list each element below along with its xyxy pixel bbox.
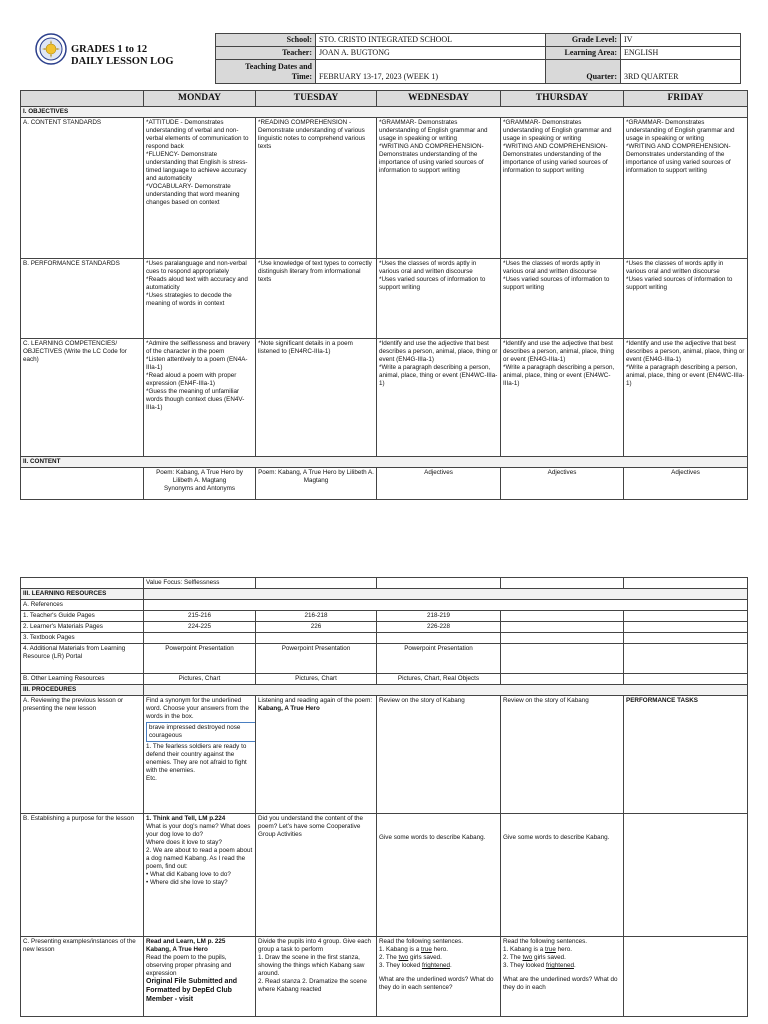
textbook-pages-fri [624, 632, 748, 643]
cell-line: *Uses the classes of words aptly in various oral and written discourse [626, 259, 724, 275]
day-header-thursday: THURSDAY [501, 91, 624, 107]
textbook-pages-thu [501, 632, 624, 643]
cell-line: *Read aloud a poem with proper expression (EN4F-IIIa-1) [146, 371, 237, 387]
lm-pages-mon: 224-225 [144, 621, 256, 632]
competencies-mon [144, 338, 256, 456]
additional-materials-thu [501, 643, 624, 673]
proc-b-mon: 1. Think and Tell, LM p.224 What is your dog's name? What does your dog love to do? Where does it love to stay? 2. We are about to read a poem about a dog named Kabang. As I read the poem, find out: • What did Kabang love to do? • Where did she love to stay? [144, 813, 256, 936]
cell-line: *READING COMPREHENSION - Demonstrate understanding of various linguistic notes to comprehend various texts [258, 118, 366, 150]
cell-line: *Guess the meaning of unfamiliar words though context clues (EN4V-IIIa-1) [146, 387, 245, 411]
other-resources-mon: Pictures, Chart [144, 673, 256, 684]
tg-pages-mon: 215-216 [144, 610, 256, 621]
proc-a-tue: Listening and reading again of the poem: Kabang, A True Hero [256, 695, 377, 813]
content-heading: II. CONTENT [21, 456, 748, 467]
area-value: ENGLISH [621, 47, 741, 60]
resources-heading: III. LEARNING RESOURCES [21, 588, 144, 599]
lm-pages-wed: 226-228 [377, 621, 501, 632]
form-title-grades: GRADES 1 to 12 [71, 44, 148, 55]
proc-b-thu: Give some words to describe Kabang. [501, 813, 624, 936]
value-focus-blank-2 [256, 578, 377, 589]
proc-c-wed: Read the following sentences. 1. Kabang is a true hero. 2. The two girls saved. 3. They looked frightened. What are the underlined words? What do they do in each sentence? [377, 936, 501, 1016]
proc-c-label: C. Presenting examples/instances of the new lesson [21, 936, 144, 1016]
proc-a-thu: Review on the story of Kabang [501, 695, 624, 813]
additional-materials-fri [624, 643, 748, 673]
cell-line: *VOCABULARY- Demonstrate understanding that word meaning changes based on context [146, 182, 240, 206]
competencies-label: C. LEARNING COMPETENCIES/ OBJECTIVES (Write the LC Code for each) [21, 338, 144, 456]
tg-pages-tue: 216-218 [256, 610, 377, 621]
cell-line: *WRITING AND COMPREHENSION- Demonstrates understanding of the importance of using varied sources of information to support writing [503, 142, 608, 174]
content-standards-tue [256, 117, 377, 258]
value-focus-blank-4 [501, 578, 624, 589]
cell-line: *Uses paralanguage and non-verbal cues to respond appropriately [146, 259, 247, 275]
performance-standards-tue [256, 258, 377, 338]
additional-materials-mon: Powerpoint Presentation [144, 643, 256, 673]
cell-line: Poem: Kabang, A True Hero by Lilibeth A. Magtang [258, 468, 374, 484]
resources-heading-fill [144, 588, 748, 599]
cell-line: *Use knowledge of text types to correctly distinguish literary from informational texts [258, 259, 372, 283]
textbook-pages-tue [256, 632, 377, 643]
performance-standards-fri [624, 258, 748, 338]
cell-line: Poem: Kabang, A True Hero by Lilibeth A. Magtang [156, 468, 243, 484]
proc-b-label: B. Establishing a purpose for the lesson [21, 813, 144, 936]
lm-pages-label: 2. Learner's Materials Pages [21, 621, 144, 632]
performance-standards-thu [501, 258, 624, 338]
objectives-heading: I. OBJECTIVES [21, 107, 748, 118]
other-resources-fri [624, 673, 748, 684]
cell-line: *Uses the classes of words aptly in various oral and written discourse [379, 259, 477, 275]
content-mon [144, 467, 256, 499]
cell-line: *GRAMMAR- Demonstrates understanding of English grammar and usage in speaking or writing [379, 118, 488, 142]
other-resources-wed: Pictures, Chart, Real Objects [377, 673, 501, 684]
cell-line: *Identify and use the adjective that best describes a person, animal, place, thing or event (EN4G-IIIa-1) [626, 339, 745, 363]
value-focus: Value Focus: Selflessness [144, 578, 256, 589]
performance-standards-wed [377, 258, 501, 338]
proc-c-thu: Read the following sentences. 1. Kabang is a true hero. 2. The two girls saved. 3. They looked frightened. What are the underlined words? What do they do in each [501, 936, 624, 1016]
competencies-wed [377, 338, 501, 456]
teacher-value: JOAN A. BUGTONG [316, 47, 546, 60]
value-focus-blank [21, 578, 144, 589]
proc-a-mon: Find a synonym for the underlined word. Choose your answers from the words in the box. brave impressed destroyed nose courageous 1. The fearless soldiers are ready to defend their country against the enemies. They are not afraid to fight with the enemies. Etc. [144, 695, 256, 813]
cell-line: Synonyms and Antonyms [163, 484, 236, 492]
quarter-label: Quarter: [546, 60, 621, 84]
grade-value: IV [621, 34, 741, 47]
content-standards-wed [377, 117, 501, 258]
cell-line: *Uses strategies to decode the meaning of words in context [146, 291, 232, 307]
additional-materials-wed: Powerpoint Presentation [377, 643, 501, 673]
textbook-pages-mon [144, 632, 256, 643]
cell-line: *Listen attentively to a poem (EN4A-IIIa-1) [146, 355, 248, 371]
lesson-log-table-page-1 [20, 90, 748, 500]
content-label-blank [21, 467, 144, 499]
day-header-monday: MONDAY [144, 91, 256, 107]
cell-line: *FLUENCY- Demonstrate understanding that English is stress-timed language to achieve accuracy and automaticity [146, 150, 248, 182]
cell-line: *WRITING AND COMPREHENSION- Demonstrates understanding of the importance of using varied sources of information to support writing [379, 142, 484, 174]
textbook-pages-wed [377, 632, 501, 643]
form-title-dll: DAILY LESSON LOG [71, 56, 174, 67]
cell-line: Adjectives [424, 468, 453, 476]
day-header-tuesday: TUESDAY [256, 91, 377, 107]
content-thu [501, 467, 624, 499]
content-standards-thu [501, 117, 624, 258]
lesson-log-table-page-2 [20, 577, 748, 1017]
performance-standards-mon [144, 258, 256, 338]
content-fri [624, 467, 748, 499]
lm-pages-fri [624, 621, 748, 632]
proc-c-mon: Read and Learn, LM p. 225 Kabang, A True Hero Read the poem to the pupils, observing proper phrasing and expression Original File Submitted and Formatted by DepEd Club Member - visit [144, 936, 256, 1016]
cell-line: *Write a paragraph describing a person, animal, place, thing or event (EN4WC-IIIa-1) [626, 363, 745, 387]
cell-line: *Write a paragraph describing a person, animal, place, thing or event (EN4WC-IIIa-1) [503, 363, 615, 387]
competencies-fri [624, 338, 748, 456]
lm-pages-tue: 226 [256, 621, 377, 632]
tg-pages-wed: 218-219 [377, 610, 501, 621]
procedures-heading-fill [144, 684, 748, 695]
dates-value: FEBRUARY 13-17, 2023 (WEEK 1) [316, 60, 546, 84]
proc-c-fri [624, 936, 748, 1016]
cell-line: *GRAMMAR- Demonstrates understanding of English grammar and usage in speaking or writing [626, 118, 735, 142]
tg-pages-fri [624, 610, 748, 621]
cell-line: *Uses varied sources of information to support writing [379, 275, 486, 291]
proc-b-wed: Give some words to describe Kabang. [377, 813, 501, 936]
synonym-word-box: brave impressed destroyed nose courageous [146, 722, 256, 742]
additional-materials-tue: Powerpoint Presentation [256, 643, 377, 673]
cell-line: *Reads aloud text with accuracy and automaticity [146, 275, 248, 291]
day-header-wednesday: WEDNESDAY [377, 91, 501, 107]
school-label: School: [216, 34, 316, 47]
content-standards-label: A. CONTENT STANDARDS [21, 117, 144, 258]
tg-pages-label: 1. Teacher's Guide Pages [21, 610, 144, 621]
proc-a-label: A. Reviewing the previous lesson or presenting the new lesson [21, 695, 144, 813]
competencies-tue [256, 338, 377, 456]
other-resources-label: B. Other Learning Resources [21, 673, 144, 684]
content-standards-fri [624, 117, 748, 258]
proc-b-tue: Did you understand the content of the poem? Let's have some Cooperative Group Activities [256, 813, 377, 936]
cell-line: Adjectives [671, 468, 700, 476]
proc-c-tue: Divide the pupils into 4 group. Give each group a task to perform 1. Draw the scene in the first stanza, showing the things which Kabang saw around. 2. Read stanza 2. Dramatize the scene where Kabang reacted [256, 936, 377, 1016]
day-header-blank [21, 91, 144, 107]
day-header-friday: FRIDAY [624, 91, 748, 107]
textbook-pages-label: 3. Textbook Pages [21, 632, 144, 643]
proc-a-wed: Review on the story of Kabang [377, 695, 501, 813]
lm-pages-thu [501, 621, 624, 632]
cell-line: *Uses varied sources of information to support writing [626, 275, 733, 291]
references-fill [144, 599, 748, 610]
other-resources-thu [501, 673, 624, 684]
cell-line: *Identify and use the adjective that best describes a person, animal, place, thing or event (EN4G-IIIa-1) [379, 339, 498, 363]
content-tue [256, 467, 377, 499]
area-label: Learning Area: [546, 47, 621, 60]
deped-seal-logo [35, 33, 67, 65]
grade-label: Grade Level: [546, 34, 621, 47]
proc-a-fri: PERFORMANCE TASKS [624, 695, 748, 813]
value-focus-blank-5 [624, 578, 748, 589]
cell-line: *Write a paragraph describing a person, animal, place, thing or event (EN4WC-IIIa-1) [379, 363, 498, 387]
additional-materials-label: 4. Additional Materials from Learning Resource (LR) Portal [21, 643, 144, 673]
cell-line: *Uses the classes of words aptly in various oral and written discourse [503, 259, 601, 275]
school-value: STO. CRISTO INTEGRATED SCHOOL [316, 34, 546, 47]
content-wed [377, 467, 501, 499]
content-standards-mon [144, 117, 256, 258]
quarter-value: 3RD QUARTER [621, 60, 741, 84]
references-label: A. References [21, 599, 144, 610]
value-focus-blank-3 [377, 578, 501, 589]
cell-line: *ATTITUDE - Demonstrates understanding of verbal and non-verbal elements of communication to respond back [146, 118, 249, 150]
cell-line: *Identify and use the adjective that best describes a person, animal, place, thing or event (EN4G-IIIa-1) [503, 339, 614, 363]
competencies-thu [501, 338, 624, 456]
cell-line: *Admire the selflessness and bravery of the character in the poem [146, 339, 250, 355]
cell-line: *GRAMMAR- Demonstrates understanding of English grammar and usage in speaking or writing [503, 118, 612, 142]
cell-line: Adjectives [547, 468, 577, 476]
teacher-label: Teacher: [216, 47, 316, 60]
tg-pages-thu [501, 610, 624, 621]
procedures-heading: III. PROCEDURES [21, 684, 144, 695]
cell-line: *WRITING AND COMPREHENSION- Demonstrates understanding of the importance of using varied sources of information to support writing [626, 142, 731, 174]
cell-line: *Uses varied sources of information to support writing [503, 275, 610, 291]
header-info-table [215, 33, 741, 84]
proc-b-fri [624, 813, 748, 936]
other-resources-tue: Pictures, Chart [256, 673, 377, 684]
dates-label: Teaching Dates and Time: [216, 60, 316, 84]
performance-standards-label: B. PERFORMANCE STANDARDS [21, 258, 144, 338]
cell-line: *Note significant details in a poem listened to (EN4RC-IIIa-1) [258, 339, 353, 355]
